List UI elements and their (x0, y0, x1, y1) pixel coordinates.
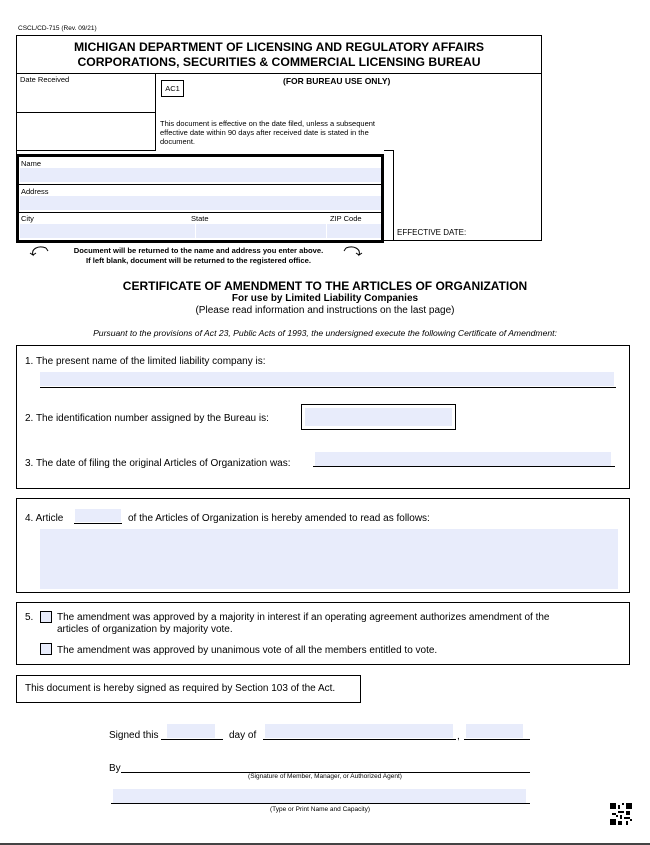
return-note-line2: If left blank, document will be returned to the registered office. (86, 256, 311, 265)
instructions-note: (Please read information and instructions on the last page) (195, 305, 455, 316)
zip-field[interactable] (327, 224, 381, 238)
id-number-box (301, 404, 456, 430)
item2-label: 2. The identification number assigned by the Bureau is: (25, 413, 269, 424)
state-field[interactable] (196, 224, 326, 238)
signed-year-underline (464, 739, 530, 740)
zip-label: ZIP Code (330, 214, 362, 223)
qr-code-icon (610, 803, 632, 825)
agency-title-line1: MICHIGAN DEPARTMENT OF LICENSING AND REGULATORY AFFAIRS (73, 40, 485, 54)
amendment-text-field[interactable] (40, 529, 618, 589)
unanimous-vote-label: The amendment was approved by unanimous vote of all the members entitled to vote. (57, 645, 438, 656)
header-divider (16, 73, 542, 74)
pursuant-statement: Pursuant to the provisions of Act 23, Public Acts of 1993, the undersigned execute the following Certificate of Amendment: (93, 328, 557, 338)
agency-title-line2: CORPORATIONS, SECURITIES & COMMERCIAL LICENSING BUREAU (77, 55, 481, 69)
name-divider (19, 184, 382, 185)
company-name-underline (40, 387, 616, 388)
printed-name-field[interactable] (113, 789, 526, 803)
date-received-bottom (16, 112, 156, 113)
date-received-divider (155, 73, 156, 113)
bureau-divider-lower (155, 112, 156, 151)
return-note-line1: Document will be returned to the name and address you enter above. (73, 246, 324, 255)
address-label: Address (21, 187, 49, 196)
item1-label: 1. The present name of the limited liability company is: (25, 356, 266, 367)
printed-name-caption: (Type or Print Name and Capacity) (269, 806, 371, 813)
by-label: By (109, 763, 121, 774)
majority-vote-label (57, 612, 550, 636)
signed-year-field[interactable] (466, 724, 523, 738)
filing-date-field[interactable] (315, 452, 611, 466)
address-divider (19, 212, 382, 213)
certificate-title: CERTIFICATE OF AMENDMENT TO THE ARTICLES OF ORGANIZATION (122, 279, 528, 293)
effective-divider (393, 150, 394, 240)
certificate-subtitle: For use by Limited Liability Companies (231, 293, 419, 304)
majority-vote-line2: articles of organization by majority vote. (57, 624, 233, 635)
filing-date-underline (313, 466, 615, 467)
bureau-use-only: (FOR BUREAU USE ONLY) (283, 76, 391, 86)
return-arrow-left-icon (28, 245, 50, 259)
address-field[interactable] (20, 196, 381, 210)
state-label: State (191, 214, 209, 223)
signed-month-underline (263, 739, 456, 740)
ac1-code: AC1 (161, 80, 184, 97)
city-label: City (21, 214, 34, 223)
id-number-field[interactable] (305, 408, 452, 426)
printed-name-underline (111, 803, 530, 804)
signed-day-field[interactable] (167, 724, 215, 738)
day-of-label: day of (229, 730, 257, 741)
majority-vote-line1: The amendment was approved by a majority in interest if an operating agreement authorizes amendment of the (57, 612, 550, 623)
return-arrow-right-icon (342, 245, 364, 259)
signed-note: This document is hereby signed as required by Section 103 of the Act. (25, 683, 336, 694)
name-label: Name (21, 159, 42, 168)
article-number-underline (74, 523, 122, 524)
signed-day-underline (161, 739, 223, 740)
date-received-label: Date Received (20, 75, 70, 84)
company-name-field[interactable] (40, 372, 614, 386)
signature-caption: (Signature of Member, Manager, or Authorized Agent) (248, 773, 402, 780)
city-field[interactable] (20, 224, 195, 238)
item5-number: 5. (25, 612, 34, 623)
signed-month-field[interactable] (265, 724, 453, 738)
majority-vote-checkbox[interactable] (40, 611, 52, 623)
form-number: CSCL/CD-715 (Rev. 09/21) (18, 25, 97, 32)
return-note (56, 246, 341, 266)
item4-article-label: 4. Article (25, 513, 64, 524)
agency-title (16, 40, 542, 70)
article-number-field[interactable] (75, 509, 121, 522)
item4-amend-label: of the Articles of Organization is hereby amended to read as follows: (128, 513, 430, 524)
effective-note: This document is effective on the date filed, unless a subsequent effective date within 90 days after received date is stated in the document. (160, 119, 375, 146)
bureau-bottom (16, 150, 156, 151)
signed-this-label: Signed this (109, 730, 159, 741)
name-field[interactable] (20, 168, 381, 182)
effective-top (384, 150, 394, 151)
date-comma: , (457, 731, 460, 742)
effective-date-label: EFFECTIVE DATE: (397, 228, 467, 237)
item3-label: 3. The date of filing the original Articles of Organization was: (25, 458, 291, 469)
unanimous-vote-checkbox[interactable] (40, 643, 52, 655)
